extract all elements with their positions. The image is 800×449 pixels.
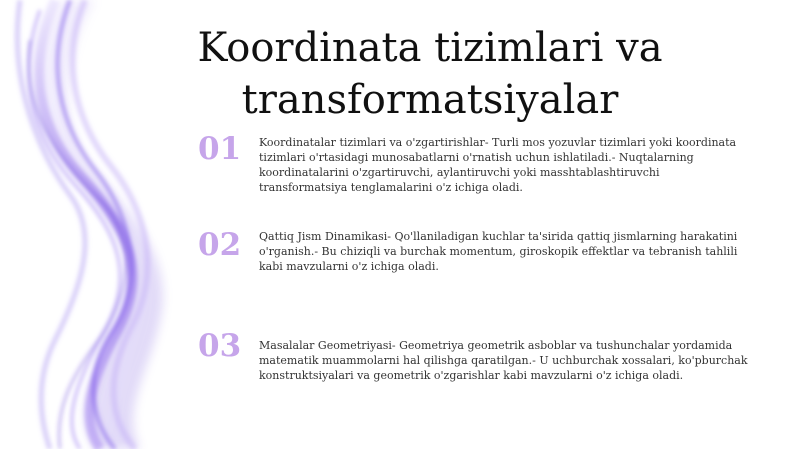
- item-text: Koordinatalar tizimlari va o'zgartirishlar- Turli mos yozuvlar tizimlari yoki koordinata tizimlari o'rtasidagi munosabatlarni o'rnatish uchun ishlatiladi.- Nuqtalarning koordinatalarini o'zgartiruvchi, aylantiruvchi yoki masshtablashtiruvchi transformatsiya tenglamalarini o'z ichiga oladi.: [259, 136, 737, 194]
- page-title: Koordinata tizimlari va transformatsiyalar: [197, 25, 663, 123]
- item-number: 03: [198, 328, 242, 364]
- item-number: 02: [198, 227, 242, 263]
- item-text: Masalalar Geometriyasi- Geometriya geometrik asboblar va tushunchalar yordamida matematik muammolarni hal qilishga qaratilgan.- U uchburchak xossalari, ko'pburchak konstruktsiyalari va geometrik o'zgarishlar kabi mavzularni o'z ichiga oladi.: [259, 339, 748, 382]
- item-number: 01: [198, 131, 242, 167]
- item-text: Qattiq Jism Dinamikasi- Qo'llaniladigan kuchlar ta'sirida qattiq jismlarning harakatini o'rganish.- Bu chiziqli va burchak momentum, giroskopik effektlar va tebranish tahlili kabi mavzularni o'z ichiga oladi.: [259, 230, 738, 273]
